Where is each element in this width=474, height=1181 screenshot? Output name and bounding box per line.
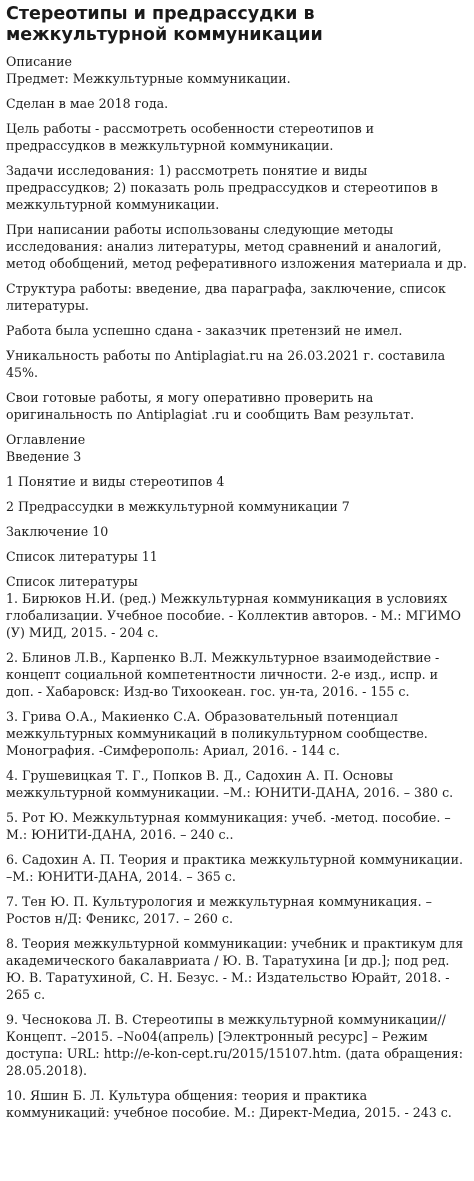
description-paragraph: Задачи исследования: 1) рассмотреть понятие и виды предрассудков; 2) показать роль предрассудков и стереотипов в межкультурной коммуникации. — [6, 163, 438, 212]
description-section — [6, 53, 468, 423]
reference-item: 8. Теория межкультурной коммуникации: учебник и практикум для академического бакалавриата / Ю. В. Таратухина [и др.]; под ред. Ю. В. Таратухиной, С. Н. Безус. - М.: Издательство Юрайт, 2018. - 265 с. — [6, 936, 464, 1002]
reference-item: 4. Грушевицкая Т. Г., Попков В. Д., Садохин А. П. Основы межкультурной коммуникации. –М.: ЮНИТИ-ДАНА, 2016. – 380 с. — [6, 768, 454, 800]
description-paragraph: Сделан в мае 2018 года. — [6, 96, 169, 111]
toc-item: 2 Предрассудки в межкультурной коммуникации 7 — [6, 499, 350, 514]
description-heading: Описание — [6, 54, 72, 69]
reference-item: 2. Блинов Л.В., Карпенко В.Л. Межкультурное взаимодействие - концепт социальной компетентности личности. 2-е изд., испр. и доп. - Хабаровск: Изд-во Тихоокеан. гос. ун-та, 2016. - 155 с. — [6, 650, 440, 699]
references-heading: Список литературы — [6, 574, 138, 589]
reference-item: 10. Яшин Б. Л. Культура общения: теория и практика коммуникаций: учебное пособие. М.: Директ-Медиа, 2015. - 243 с. — [6, 1088, 452, 1120]
toc-item: Введение 3 — [6, 449, 82, 464]
description-paragraph: Цель работы - рассмотреть особенности стереотипов и предрассудков в межкультурной коммуникации. — [6, 121, 375, 153]
description-paragraph: Работа была успешно сдана - заказчик претензий не имел. — [6, 323, 403, 338]
toc-item: Список литературы 11 — [6, 549, 158, 564]
reference-item: 5. Рот Ю. Межкультурная коммуникация: учеб. -метод. пособие. –М.: ЮНИТИ-ДАНА, 2016. – 240 с.. — [6, 810, 451, 842]
reference-item: 6. Садохин А. П. Теория и практика межкультурной коммуникации. –М.: ЮНИТИ-ДАНА, 2014. – 365 с. — [6, 852, 464, 884]
description-paragraph: При написании работы использованы следующие методы исследования: анализ литературы, метод сравнений и аналогий, метод обобщений, метод реферативного изложения материала и др. — [6, 222, 467, 271]
description-paragraph: Свои готовые работы, я могу оперативно проверить на оригинальность по Antiplagiat .ru и сообщить Вам результат. — [6, 390, 415, 422]
toc-section — [6, 431, 468, 565]
reference-item: 7. Тен Ю. П. Культурология и межкультурная коммуникация. – Ростов н/Д: Феникс, 2017. – 260 с. — [6, 894, 432, 926]
toc-item: 1 Понятие и виды стереотипов 4 — [6, 474, 225, 489]
reference-item: 9. Чеснокова Л. В. Стереотипы в межкультурной коммуникации// Концепт. –2015. –No04(апрель) [Электронный ресурс] – Режим доступа: URL: http://e-kon-cept.ru/2015/15107.htm. (дата обращения: 28.05.2018). — [6, 1012, 463, 1078]
description-paragraph: Уникальность работы по Antiplagiat.ru на 26.03.2021 г. составила 45%. — [6, 348, 446, 380]
references-list — [6, 590, 468, 1121]
references-section — [6, 573, 468, 1121]
toc-heading: Оглавление — [6, 432, 86, 447]
description-paragraph: Предмет: Межкультурные коммуникации. — [6, 71, 291, 86]
reference-item: 1. Бирюков Н.И. (ред.) Межкультурная коммуникация в условиях глобализации. Учебное пособие. - Коллектив авторов. - М.: МГИМО (У) МИД, 2015. - 204 с. — [6, 591, 461, 640]
reference-item: 3. Грива О.А., Макиенко С.А. Образовательный потенциал межкультурных коммуникаций в поликультурном сообществе. Монография. -Симферополь: Ариал, 2016. - 144 с. — [6, 709, 428, 758]
toc-item: Заключение 10 — [6, 524, 109, 539]
page-title: Стереотипы и предрассудки в межкультурной коммуникации — [6, 4, 323, 45]
description-paragraph: Структура работы: введение, два параграфа, заключение, список литературы. — [6, 281, 446, 313]
